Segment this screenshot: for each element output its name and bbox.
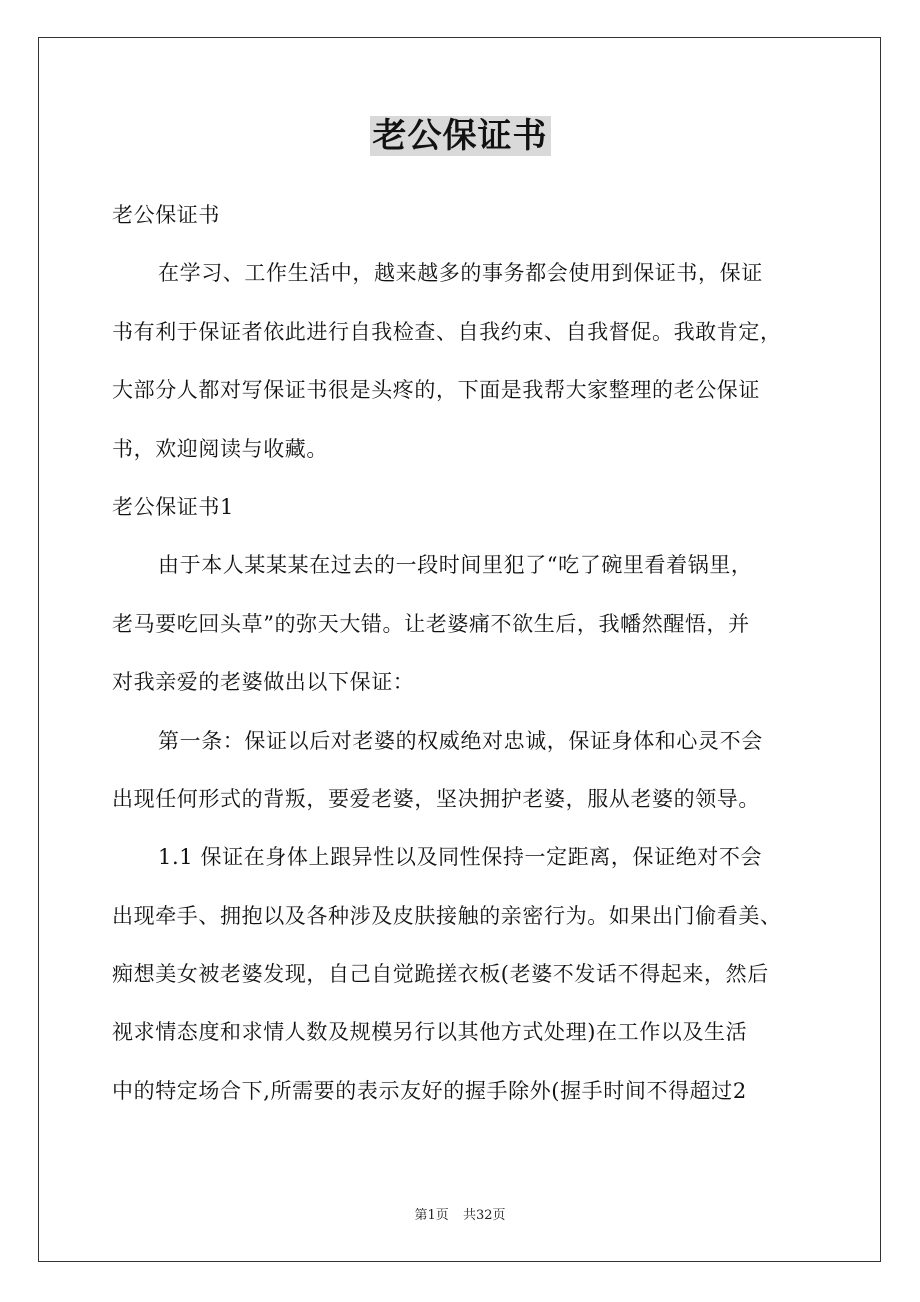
- document-title: [0, 112, 920, 160]
- paragraph-line: 1.1 保证在身体上跟异性以及同性保持一定距离，保证绝对不会: [158, 845, 763, 870]
- document-body: [112, 193, 812, 1127]
- paragraph-line: 老公保证书: [112, 203, 220, 227]
- paragraph-line: 视求情态度和求情人数及规模另行以其他方式处理)在工作以及生活: [112, 1020, 748, 1045]
- paragraph-line: 第一条：保证以后对老婆的权威绝对忠诚，保证身体和心灵不会: [158, 728, 763, 753]
- paragraph-line: 出现任何形式的背叛，要爱老婆，坚决拥护老婆，服从老婆的领导。: [112, 786, 760, 811]
- page-total: 共32页: [462, 1208, 506, 1223]
- document-title-text: 老公保证书: [370, 116, 551, 156]
- paragraph-line: 中的特定场合下,所需要的表示友好的握手除外(握手时间不得超过2: [112, 1078, 747, 1103]
- paragraph-line: 对我亲爱的老婆做出以下保证：: [112, 670, 415, 695]
- paragraph-line: 痴想美女被老婆发现，自己自觉跪搓衣板(老婆不发话不得起来，然后: [112, 962, 769, 987]
- paragraph-line: 老公保证书1: [112, 494, 234, 519]
- paragraph-line: 书有利于保证者依此进行自我检查、自我约束、自我督促。我敢肯定，: [112, 319, 782, 344]
- page-footer: [0, 1206, 920, 1226]
- paragraph-line: 在学习、工作生活中，越来越多的事务都会使用到保证书，保证: [158, 261, 763, 286]
- paragraph-line: 出现牵手、拥抱以及各种涉及皮肤接触的亲密行为。如果出门偷看美、: [112, 903, 782, 928]
- paragraph-line: 书，欢迎阅读与收藏。: [112, 436, 328, 461]
- paragraph-line: 大部分人都对写保证书很是头疼的，下面是我帮大家整理的老公保证: [112, 378, 760, 403]
- paragraph-line: 老马要吃回头草”的弥天大错。让老婆痛不欲生后，我幡然醒悟，并: [112, 611, 750, 636]
- paragraph-line: 由于本人某某某在过去的一段时间里犯了“吃了碗里看着锅里，: [158, 553, 753, 578]
- page-number: 第1页: [414, 1208, 449, 1223]
